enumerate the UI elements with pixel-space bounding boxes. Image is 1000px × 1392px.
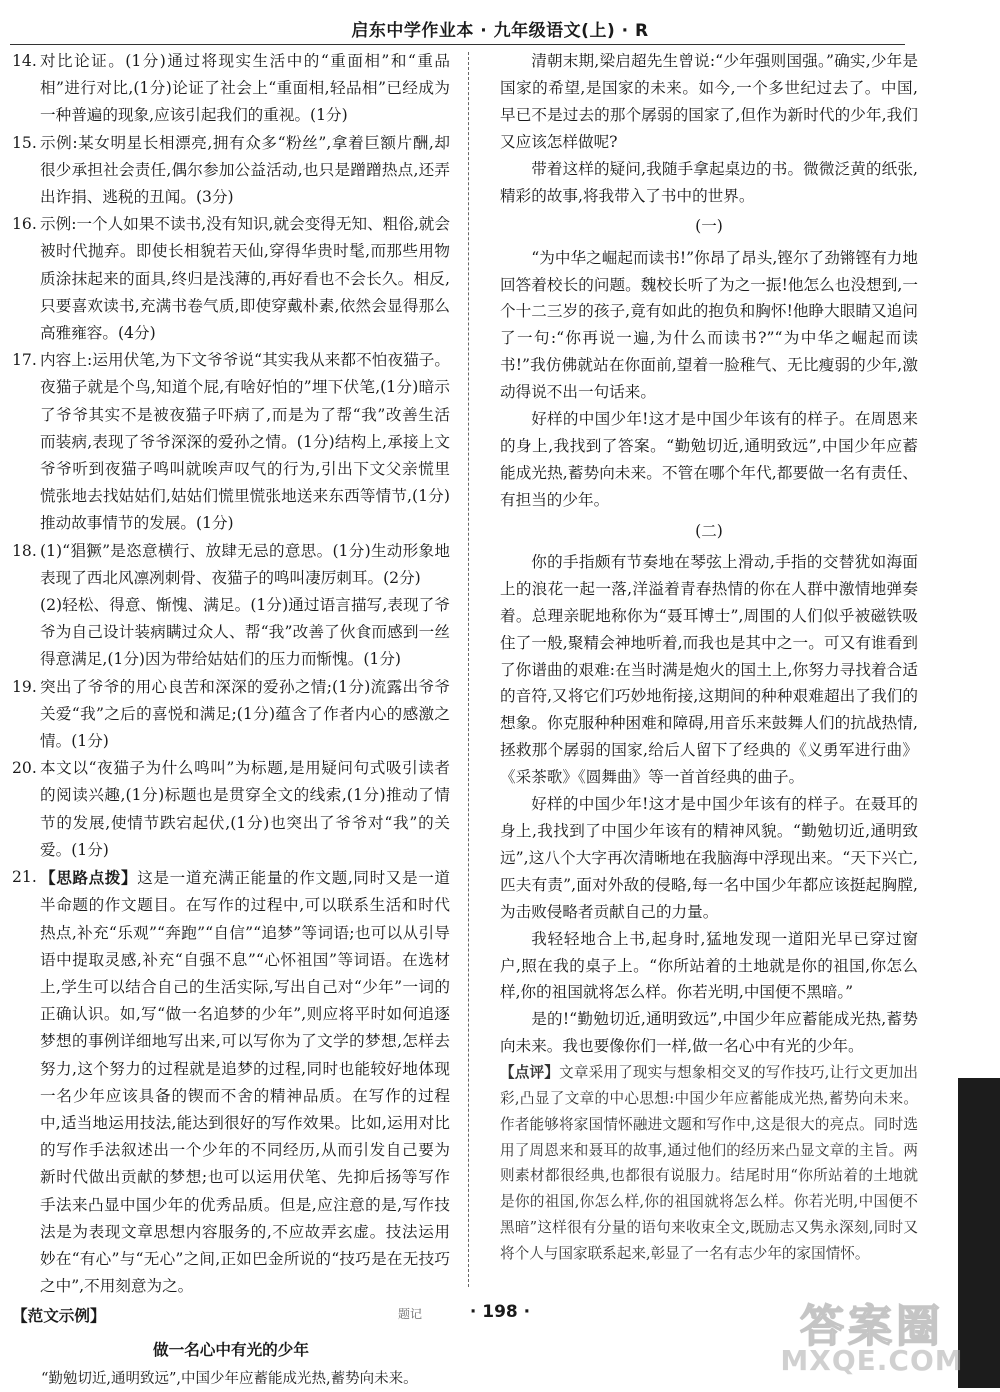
answer-item-21 bbox=[12, 864, 450, 1300]
header-title: 启东中学作业本 · 九年级语文(上) · R bbox=[351, 21, 649, 41]
item-text: (2)轻松、得意、惭愧、满足。(1分)通过语言描写,表现了爷爷为自己设计装病瞒过众人、帮“我”改善了伙食而感到一丝得意满足,(1分)因为带给姑姑们的压力而惭愧。(1分) bbox=[40, 596, 450, 669]
answer-item-20 bbox=[12, 755, 450, 864]
page-header bbox=[0, 8, 1000, 42]
page-number: · 198 · bbox=[469, 1302, 531, 1322]
item-text: 示例:一个人如果不读书,没有知识,就会变得无知、粗俗,就会被时代抛弃。即使长相貌若天仙,穿得华贵时髦,而那些用物质涂抹起来的面具,终归是浅薄的,再好看也不会长久。相反,只要喜欢读书,充满书卷气质,即使穿戴朴素,依然会显得那么高雅雍容。(4分) bbox=[40, 215, 450, 343]
answer-item-18-2 bbox=[12, 592, 450, 674]
item-text: 这是一道充满正能量的作文题,同时又是一道半命题的作文题目。在写作的过程中,可以联系生活和时代热点,补充“乐观”“奔跑”“自信”“追梦”等词语;也可以从引导语中提取灵感,补充“自强不息”“心怀祖国”等词语。在选材上,学生可以结合自己的生活实际,写出自己对“少年”一词的正确认识。如,写“做一名追梦的少年”,则应将平时如何追逐梦想的事例详细地写出来,可以写你为了文学的梦想,怎样去努力,这个努力的过程就是追梦的过程,同时也能较好地体现一名少年应该具备的锲而不舍的精神品质。在写作的过程中,适当地运用技法,能达到很好的写作效果。比如,运用对比的写作手法叙述出一个少年的不同经历,从而引发自己要为新时代做出贡献的梦想;也可以运用伏笔、先抑后扬等写作手法来凸显中国少年的优秀品质。但是,应注意的是,写作技法是为表现文章思想内容服务的,不应故弄玄虚。技法运用妙在“有心”与“无心”之间,正如巴金所说的“技巧是在无技巧之中”,不用刻意为之。 bbox=[40, 869, 450, 1296]
answer-item-18-1 bbox=[12, 538, 450, 592]
essay-paragraph: 带着这样的疑问,我随手拿起桌边的书。微微泛黄的纸张,精彩的故事,将我带入了书中的世界。 bbox=[500, 159, 918, 205]
item-number: 20. bbox=[12, 759, 37, 778]
essay-paragraph: 好样的中国少年!这才是中国少年该有的样子。在周恩来的身上,我找到了答案。“勤勉切近,通明致远”,中国少年应蓄能成光热,蓄势向未来。不管在哪个年代,都要做一名有责任、有担当的少年。 bbox=[500, 410, 918, 509]
item-text: 对比论证。(1分)通过将现实生活中的“重面相”和“重品相”进行对比,(1分)论证了社会上“重面相,轻品相”已经成为一种普遍的现象,应该引起我们的重视。(1分) bbox=[40, 52, 450, 125]
item-number: 14. bbox=[12, 52, 37, 70]
essay-paragraph: 是的!“勤勉切近,通明致远”,中国少年应蓄能成光热,蓄势向未来。我也要像你们一样,做一名心中有光的少年。 bbox=[500, 1010, 918, 1056]
sample-tag: 【范文示例】 bbox=[12, 1306, 106, 1326]
answer-item-17 bbox=[12, 347, 450, 537]
hint-tag: 【思路点拨】 bbox=[40, 868, 138, 888]
watermark-logo bbox=[752, 1290, 992, 1380]
review-text: 文章采用了现实与想象相交叉的写作技巧,让行文更加出彩,凸显了文章的中心思想:中国少年应蓄能成光热,蓄势向未来。作者能够将家国情怀融进文题和写作中,这是很大的亮点。同时选用了周恩来和聂耳的故事,通过他们的经历来凸显文章的主旨。两则素材都很经典,也都很有说服力。结尾时用“你所站着的土地就是你的祖国,你怎么样,你的祖国就将怎么样。你若光明,中国便不黑暗”这样很有分量的语句来收束全文,既励志又隽永深刻,同时又将个人与国家联系起来,彰显了一名有志少年的家国情怀。 bbox=[500, 1064, 918, 1262]
item-number: 16. bbox=[12, 215, 37, 234]
item-text: 突出了爷爷的用心良苦和深深的爱孙之情;(1分)流露出爷爷关爱“我”之后的喜悦和满足;(1分)蕴含了作者内心的感激之情。(1分) bbox=[40, 677, 450, 751]
item-number: 18. bbox=[12, 541, 37, 560]
item-number: 19. bbox=[12, 677, 37, 696]
essay-paragraph: 你的手指颇有节奏地在琴弦上滑动,手指的交替犹如海面上的浪花一起一落,洋溢着青春热情的你在人群中激情地弹奏着。总理亲昵地称你为“聂耳博士”,周围的人们似乎被磁铁吸住了一般,聚精会神地听着,而我也是其中之一。可又有谁看到了你谱曲的艰难:在当时满是炮火的国土上,你努力寻找着合适的音符,又将它们巧妙地衔接,这期间的种种艰难超出了我们的想象。你克服种种困难和障碍,用音乐来鼓舞人们的抗战热情,拯救那个孱弱的国家,给后人留下了经典的《义勇军进行曲》《采茶歌》《圆舞曲》等一首首经典的曲子。 bbox=[500, 552, 918, 787]
header-rule bbox=[10, 44, 905, 45]
essay-paragraph: 我轻轻地合上书,起身时,猛地发现一道阳光早已穿过窗户,照在我的桌子上。“你所站着的土地就是你的祖国,你怎么样,你的祖国就将怎么样。你若光明,中国便不黑暗。” bbox=[500, 929, 918, 1002]
answer-item-16 bbox=[12, 211, 450, 347]
essay-paragraph: 好样的中国少年!这才是中国少年该有的样子。在聂耳的身上,我找到了中国少年该有的精神风貌。“勤勉切近,通明致远”,这八个大字再次清晰地在我脑海中浮现出来。“天下兴亡,匹夫有责”,面对外敌的侵略,每一名中国少年都应该挺起胸膛,为击败侵略者贡献自己的力量。 bbox=[500, 795, 918, 921]
answer-item-14 bbox=[12, 48, 450, 130]
column-divider bbox=[468, 52, 469, 1287]
item-text: 本文以“夜猫子为什么鸣叫”为标题,是用疑问句式吸引读者的阅读兴趣,(1分)标题也是贯穿全文的线索,(1分)推动了情节的发展,使情节跌宕起伏,(1分)也突出了爷爷对“我”的关爱。(1分) bbox=[40, 759, 450, 859]
item-text: (1)“猖獗”是恣意横行、放肆无忌的意思。(1分)生动形象地表现了西北风凛冽刺骨、夜猫子的鸣叫凄厉刺耳。(2分) bbox=[40, 541, 450, 587]
sample-essay-title: 做一名心中有光的少年 bbox=[153, 1339, 309, 1359]
left-column bbox=[12, 48, 450, 1392]
review-block bbox=[500, 1060, 918, 1266]
essay-paragraph: “为中华之崛起而读书!”你昂了昂头,铿尔了劲锵铿有力地回答着校长的问题。魏校长听了为之一振!他怎么也没想到,一个十二三岁的孩子,竟有如此的抱负和胸怀!他睁大眼睛又追问了一句:“你再说一遍,为什么而读书?”“为中华之崛起而读书!”我仿佛就站在你面前,望着一脸稚气、无比瘦弱的少年,激动得说不出一句话来。 bbox=[500, 248, 918, 402]
review-tag: 【点评】 bbox=[500, 1064, 560, 1082]
item-number: 17. bbox=[12, 351, 37, 370]
watermark-sub: MXQE.COM bbox=[780, 1344, 964, 1377]
essay-paragraph: 清朝末期,梁启超先生曾说:“少年强则国强。”确实,少年是国家的希望,是国家的未来。如今,一个多世纪过去了。中国,早已不是过去的那个孱弱的国家了,但作为新时代的少年,我们又应该怎样做呢? bbox=[500, 52, 918, 151]
item-text: 示例:某女明星长相漂亮,拥有众多“粉丝”,拿着巨额片酬,却很少承担社会责任,偶尔参加公益活动,也只是蹭蹭热点,还弄出诈捐、逃税的丑闻。(3分) bbox=[40, 133, 450, 207]
item-number: 15. bbox=[12, 133, 37, 152]
section-marker-2: (二) bbox=[695, 521, 723, 540]
item-text: 内容上:运用伏笔,为下文爷爷说“其实我从来都不怕夜猫子。夜猫子就是个鸟,知道个屁,有啥好怕的”埋下伏笔,(1分)暗示了爷爷其实不是被夜猫子吓病了,而是为了帮“我”改善生活而装病,表现了爷爷深深的爱孙之情。(1分)结构上,承接上文爷爷听到夜猫子鸣叫就唉声叹气的行为,引出下文父亲慌里慌张地去找姑姑们,姑姑们慌里慌张地送来东西等情节,(1分)推动故事情节的发展。(1分) bbox=[40, 351, 450, 533]
answer-item-19 bbox=[12, 674, 450, 756]
answer-item-15 bbox=[12, 130, 450, 212]
sample-essay-intro: “勤勉切近,通明致远”,中国少年应蓄能成光热,蓄势向未来。 bbox=[41, 1370, 418, 1387]
margin-note: 题记 bbox=[398, 1307, 423, 1321]
section-marker-1: (一) bbox=[695, 217, 723, 236]
right-column bbox=[500, 48, 918, 1267]
item-number: 21. bbox=[12, 868, 37, 887]
watermark-main: 答案圈 bbox=[800, 1301, 944, 1352]
